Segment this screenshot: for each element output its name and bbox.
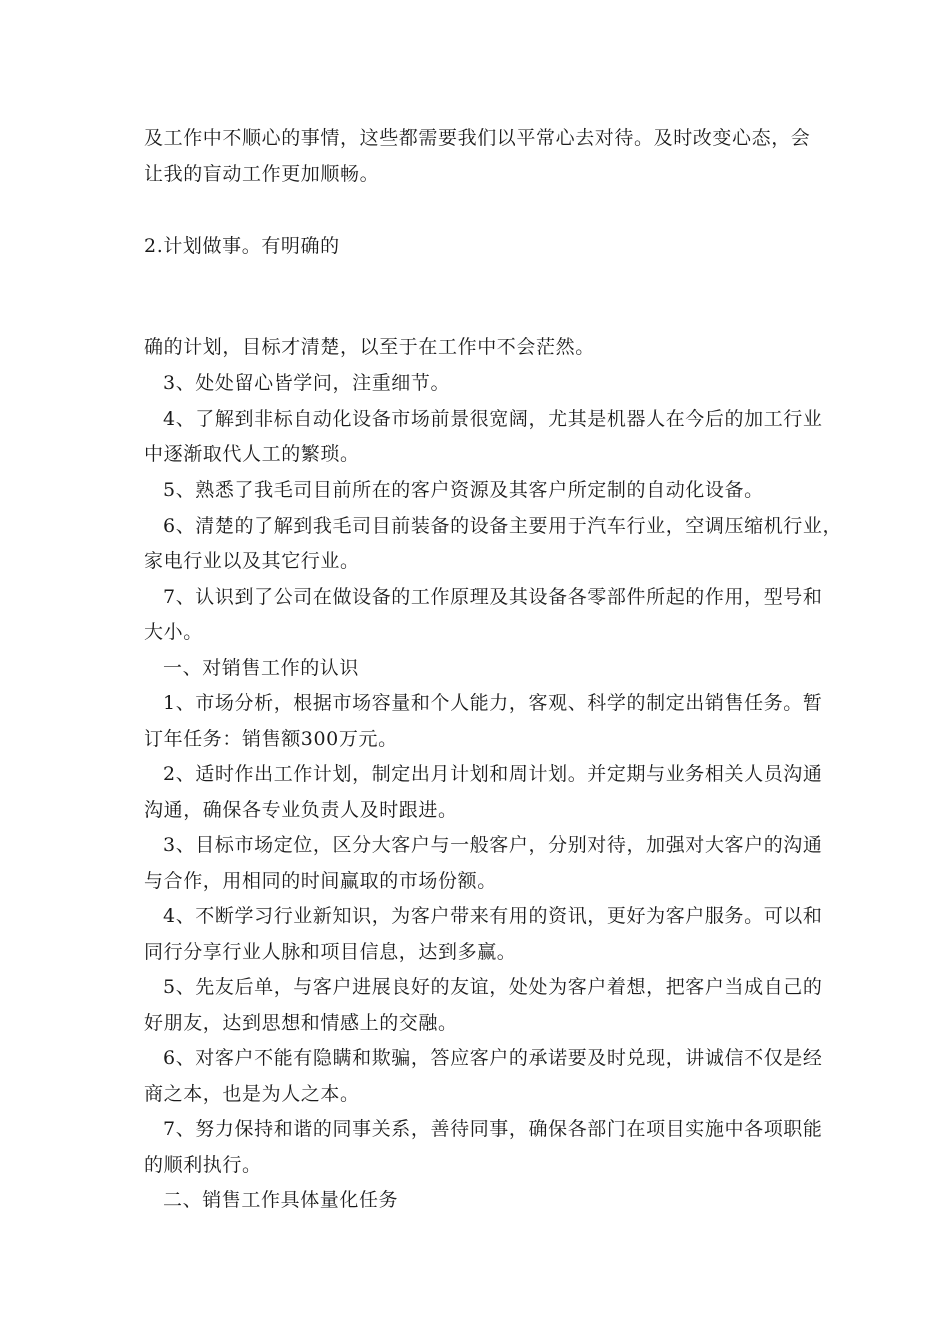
list-item: 2、适时作出工作计划，制定出月计划和周计划。并定期与业务相关人员沟通 (163, 763, 823, 785)
paragraph-line: 中逐渐取代人工的繁琐。 (144, 443, 360, 465)
list-item: 7、认识到了公司在做设备的工作原理及其设备各零部件所起的作用，型号和 (163, 586, 823, 608)
list-item: 4、了解到非标自动化设备市场前景很宽阔，尤其是机器人在今后的加工行业 (163, 408, 823, 430)
paragraph-line: 好朋友，达到思想和情感上的交融。 (144, 1012, 458, 1034)
section-heading: 二、销售工作具体量化任务 (163, 1189, 399, 1211)
list-item: 7、努力保持和谐的同事关系，善待同事，确保各部门在项目实施中各项职能 (163, 1118, 823, 1140)
list-item: 6、清楚的了解到我毛司目前装备的设备主要用于汽车行业，空调压缩机行业， (163, 515, 843, 537)
section-heading: 2.计划做事。有明确的 (144, 235, 340, 257)
paragraph-line: 商之本，也是为人之本。 (144, 1083, 360, 1105)
section-heading: 一、对销售工作的认识 (163, 657, 360, 679)
paragraph-line: 同行分享行业人脉和项目信息，达到多赢。 (144, 941, 517, 963)
paragraph-line: 家电行业以及其它行业。 (144, 550, 360, 572)
paragraph-line: 确的计划，目标才清楚，以至于在工作中不会茫然。 (144, 336, 595, 358)
list-item: 4、不断学习行业新知识，为客户带来有用的资讯，更好为客户服务。可以和 (163, 905, 823, 927)
paragraph-line: 大小。 (144, 621, 203, 643)
list-item: 5、熟悉了我毛司目前所在的客户资源及其客户所定制的自动化设备。 (163, 479, 764, 501)
list-item: 5、先友后单，与客户进展良好的友谊，处处为客户着想，把客户当成自己的 (163, 976, 823, 998)
paragraph-line: 的顺利执行。 (144, 1154, 262, 1176)
list-item: 3、目标市场定位，区分大客户与一般客户，分别对待，加强对大客户的沟通 (163, 834, 823, 856)
paragraph-line: 与合作，用相同的时间赢取的市场份额。 (144, 870, 497, 892)
paragraph-line: 沟通，确保各专业负责人及时跟进。 (144, 799, 458, 821)
paragraph-line: 订年任务：销售额300万元。 (144, 728, 398, 750)
paragraph-line: 及工作中不顺心的事情，这些都需要我们以平常心去对待。及时改变心态，会 (144, 127, 811, 149)
paragraph-line: 让我的盲动工作更加顺畅。 (144, 163, 380, 185)
list-item: 6、对客户不能有隐瞒和欺骗，答应客户的承诺要及时兑现，讲诚信不仅是经 (163, 1047, 823, 1069)
list-item: 1、市场分析，根据市场容量和个人能力，客观、科学的制定出销售任务。暂 (163, 692, 823, 714)
list-item: 3、处处留心皆学问，注重细节。 (163, 372, 451, 394)
